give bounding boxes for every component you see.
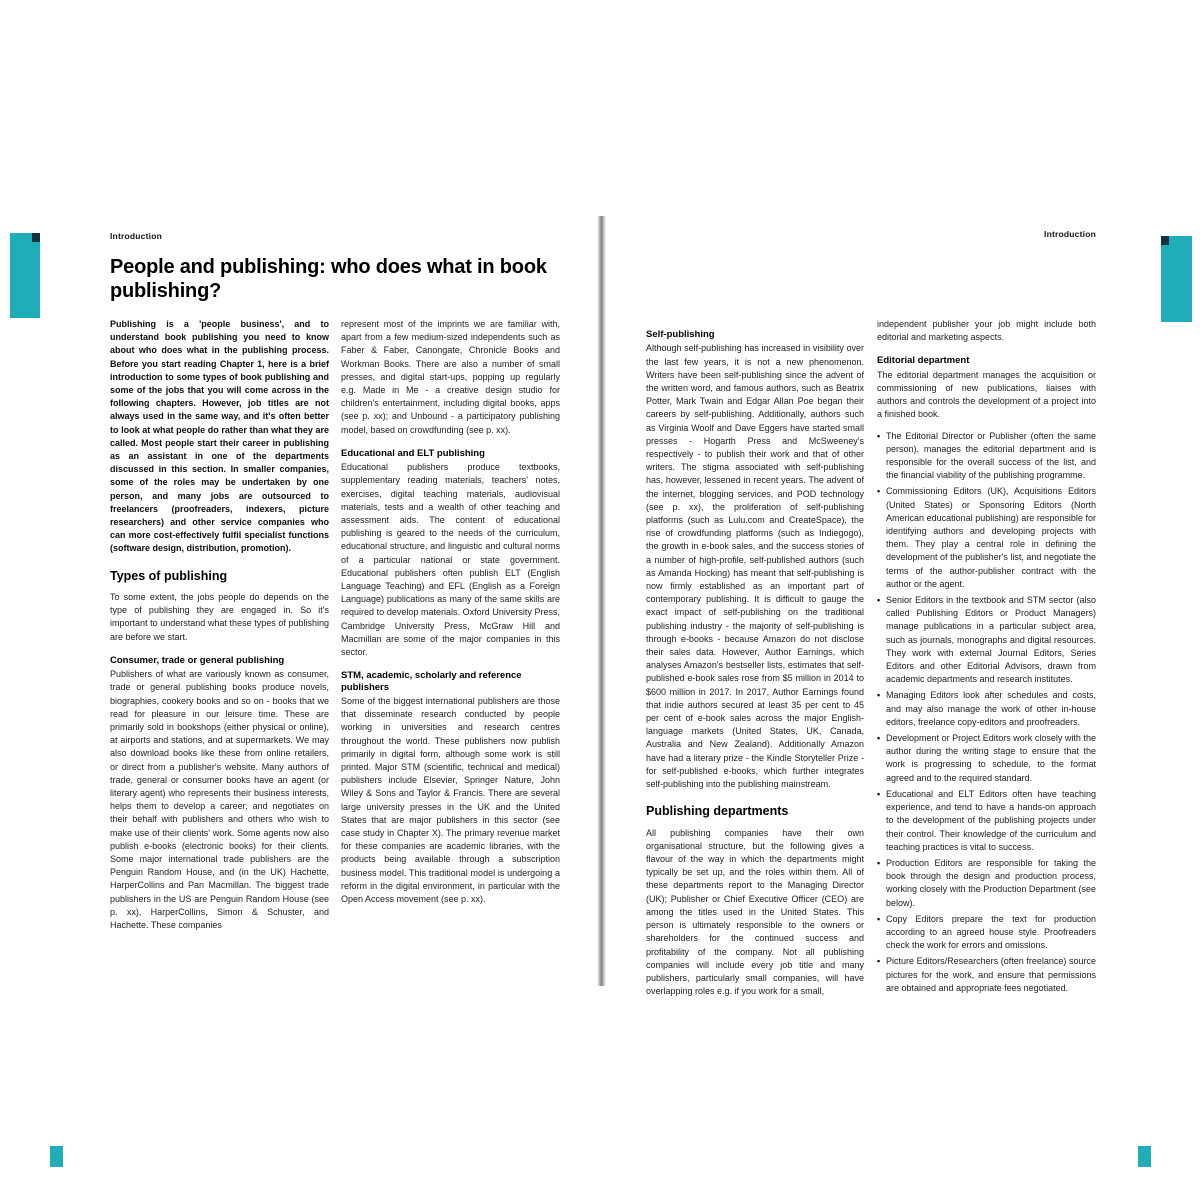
bullet-marker: •	[877, 595, 881, 606]
bullet-item	[877, 430, 1096, 483]
section-heading: Publishing departments	[646, 804, 789, 819]
bullet-marker: •	[877, 430, 881, 441]
paragraph: All publishing companies have their own organisational structure, but the following gives a flavour of the way in which the departments might typically be set up, and the roles within them. All of these departments report to the Managing Director (UK); Publisher or Chief Executive Officer (CEO) are among the titles used in the United States. This person is ultimately responsible to the owners or shareholders for the continued success and profitability of the company. Not all publishing companies will include every job title and many publishers, particularly small companies, will have overlapping roles e.g. if you work for a small,	[646, 827, 864, 997]
bullet-text: Production Editors are responsible for taking the book through the design and production process, working closely with the Production Department (see below).	[886, 857, 1096, 908]
bullet-item	[877, 857, 1096, 910]
chapter-tab-left	[10, 233, 40, 318]
sub-heading: Consumer, trade or general publishing	[110, 654, 285, 666]
chapter-tab-dot	[1161, 236, 1169, 245]
page-title: People and publishing: who does what in book publishing?	[110, 256, 547, 303]
bullet-text: Senior Editors in the textbook and STM sector (also called Publishing Editors or Product Managers) manage publications in a particular subject area, such as journals, monographs and digital resources. They work with external Journal Editors, Series Editors and other Editorial Advisors, drawn from academic departments and research institutes.	[886, 595, 1096, 685]
sub-heading: Self-publishing	[646, 329, 715, 340]
left-page-column-2	[341, 318, 560, 914]
page-edge-mark-bottom-right	[1138, 1146, 1151, 1167]
chapter-tab-dot	[32, 233, 40, 242]
section-heading: Types of publishing	[110, 568, 228, 583]
paragraph: represent most of the imprints we are familiar with, apart from a few medium-sized independents such as Faber & Faber, Canongate, Chronicle Books and Workman Books. There are also a number of small presses, and digital start-ups, popping up regularly e.g. Made in Me - a creative design studio for children's entertainment, including digital books, apps (see p. xx); and Unbound - a participatory publishing model, based on crowdfunding (see p. xx).	[341, 319, 560, 435]
paragraph: The editorial department manages the acquisition or commissioning of new publications, liaises with authors and controls the development of a project into a finished book.	[877, 369, 1096, 420]
bullet-item	[877, 955, 1096, 995]
bullet-item	[877, 913, 1096, 953]
right-page-column-2	[877, 318, 1096, 998]
bullet-text: Copy Editors prepare the text for production according to an agreed house style. Proofreaders check the work for errors and omissions.	[886, 913, 1096, 951]
left-page-column-1	[110, 318, 329, 940]
running-head-right: Introduction	[1044, 229, 1096, 239]
paragraph: To some extent, the jobs people do depends on the type of publishing they are engaged in. So it's important to understand what these types of publishing are before we start.	[110, 592, 329, 642]
bullet-item	[877, 485, 1096, 591]
lead-paragraph: Publishing is a 'people business', and to understand book publishing you need to know about who does what in the publishing process. Before you start reading Chapter 1, here is a brief introduction to some types of book publishing and some of the jobs that you will come across in the following chapters. However, job titles are not always used in the same way, and it's often better to look at what people do rather than what they are called. Most people start their career in publishing as an assistant in one of the departments discussed in this section. In smaller companies, some of the roles may be undertaken by one person, and many jobs are outsourced to freelancers (proofreaders, indexers, picture researchers) and other service companies who can more cost-effectively fulfil specialist functions (software design, distribution, promotion).	[110, 319, 329, 554]
bullet-marker: •	[877, 486, 881, 497]
running-head-left: Introduction	[110, 231, 162, 241]
bullet-marker: •	[877, 733, 881, 744]
bullet-marker: •	[877, 857, 881, 868]
bullet-text: Managing Editors look after schedules and costs, and may also manage the work of other in-house editors, freelance copy-editors and proofreaders.	[886, 690, 1096, 727]
page-edge-mark-bottom-left	[50, 1146, 63, 1167]
bullet-text: The Editorial Director or Publisher (often the same person), manages the editorial department and is responsible for the overall success of the list, and the financial viability of the publishing programme.	[886, 430, 1096, 481]
bullet-marker: •	[877, 690, 881, 701]
bullet-marker: •	[877, 956, 881, 967]
bullet-marker: •	[877, 788, 881, 799]
paragraph: Educational publishers produce textbooks, supplementary reading materials, teachers' notes, exercises, digital teaching materials, audiovisual materials, tests and a wealth of other teaching and assessment aids. The content of educational publishing is geared to the needs of the curriculum, educational structure, and linguistic and cultural norms of a particular national or state government. Educational publishers often publish ELT (English Language Teaching) and EFL (English as a Foreign Language) publications as many of the same skills are required to develop materials. Oxford University Press, Cambridge University Press, McGraw Hill and Macmillan are some of the major companies in this sector.	[341, 462, 560, 658]
right-page-column-1	[646, 318, 864, 1006]
paragraph: independent publisher your job might include both editorial and marketing aspects.	[877, 319, 1096, 343]
paragraph: Publishers of what are variously known as consumer, trade or general publishing books produce novels, biographies, cookery books and so on - books that we read for pleasure in our leisure time. These are primarily sold in bookshops (either physical or online), at airports and stations, and at supermarkets. We may also download books like these from online retailers, or direct from a publisher's website. Many authors of trade, general or consumer books have an agent (or literary agent) who represents their business interests, helps them to develop a career, and negotiates on their behalf with publishers and others who wish to make use of their clients' work. Some agents now also publish e-books (electronic books) for their clients. Some major international trade publishers are the Penguin Random House, and (in the UK) Hachette, HarperCollins and Pan Macmillan. The biggest trade publishers in the US are Penguin Random House (see p. xx), HarperCollins, Simon & Schuster, and Hachette. These companies	[110, 669, 329, 931]
sub-heading: Editorial department	[877, 355, 970, 367]
bullet-text: Educational and ELT Editors often have teaching experience, and tend to have a hands-on approach to the development of the publishing projects under their control. Their knowledge of the curriculum and teaching practices is vital to success.	[886, 788, 1096, 852]
paragraph: Although self-publishing has increased in visibility over the last few years, it is not a new phenomenon. Writers have been self-publishing since the advent of the written word, and famous authors, such as Beatrix Potter, Mark Twain and Edgar Allan Poe began their careers by self-publishing. Additionally, authors such as Virginia Woolf and Dave Eggers have started small presses - Hogarth Press and McSweeney's respectively - to publish their work and that of other writers. The stigma associated with self-publishing has, however, lessened in recent years. The advent of the internet, blogging services, and POD technology (see p. xx), the proliferation of self-publishing platforms (such as Lulu.com and CreateSpace), the rise of crowdfunding platforms (such as Indiegogo), the growth in e-book sales, and the success stories of a number of high-profile, self-published authors (such as Amanda Hocking) has meant that self-publishing is now firmly established as an important part of contemporary publishing. It is difficult to gauge the exact impact of self-publishing on the traditional publishing industry - the majority of self-publishing is through e-books - because Amazon do not disclose their sales data. However, Author Earnings, which analyses Amazon's bestseller lists, estimates that self-published e-book sales rose from $5 million in 2014 to $600 million in 2017. In 2017, Author Earnings found that indie authors secured at least 35 per cent to 45 per cent of e-book sales across the major English-language markets (United States, UK, Canada, Australia and New Zealand). Additionally Amazon have had a literary prize - the Kindle Storyteller Prize - for self-published e-books, which further integrates self-publishing into the publishing mainstream.	[646, 343, 864, 790]
sub-heading: Educational and ELT publishing	[341, 447, 485, 459]
bullet-item	[877, 689, 1096, 729]
sub-heading: STM, academic, scholarly and reference publishers	[341, 670, 522, 693]
paragraph: Some of the biggest international publishers are those that disseminate research conducted by people working in universities and research centres throughout the world. These publishers now publish primarily in digital form, although some work is still printed. Major STM (scientific, technical and medical) publishers include Elsevier, Springer Nature, John Wiley & Sons and Taylor & Francis. There are several large university presses in the UK and the United States that are major publishers in this sector (see case study in Chapter X). The primary revenue market for these companies are academic libraries, with the products being available through a subscription business model. This traditional model is undergoing a reform in the digital environment, in particular with the Open Access movement (see p. xx).	[341, 696, 560, 905]
bullet-item	[877, 732, 1096, 785]
book-spine-gutter	[597, 216, 606, 986]
bullet-text: Picture Editors/Researchers (often freelance) source pictures for the work, and ensure that permissions are obtained and appropriate fees negotiated.	[886, 956, 1096, 993]
chapter-tab-right	[1161, 236, 1192, 322]
bullet-item	[877, 788, 1096, 854]
bullet-item	[877, 594, 1096, 686]
bullet-text: Commissioning Editors (UK), Acquisitions Editors (United States) or Sponsoring Editors (North American educational publishing) are responsible for identifying authors and developing projects with them. They play a central role in defining the development of the publisher's list, and negotiate the terms of the author-publisher contract with the author or the agent.	[886, 486, 1096, 589]
bullet-marker: •	[877, 913, 881, 924]
bullet-text: Development or Project Editors work closely with the author during the writing stage to ensure that the work is progressing to schedule, to the format agreed and to the required standard.	[886, 733, 1096, 783]
